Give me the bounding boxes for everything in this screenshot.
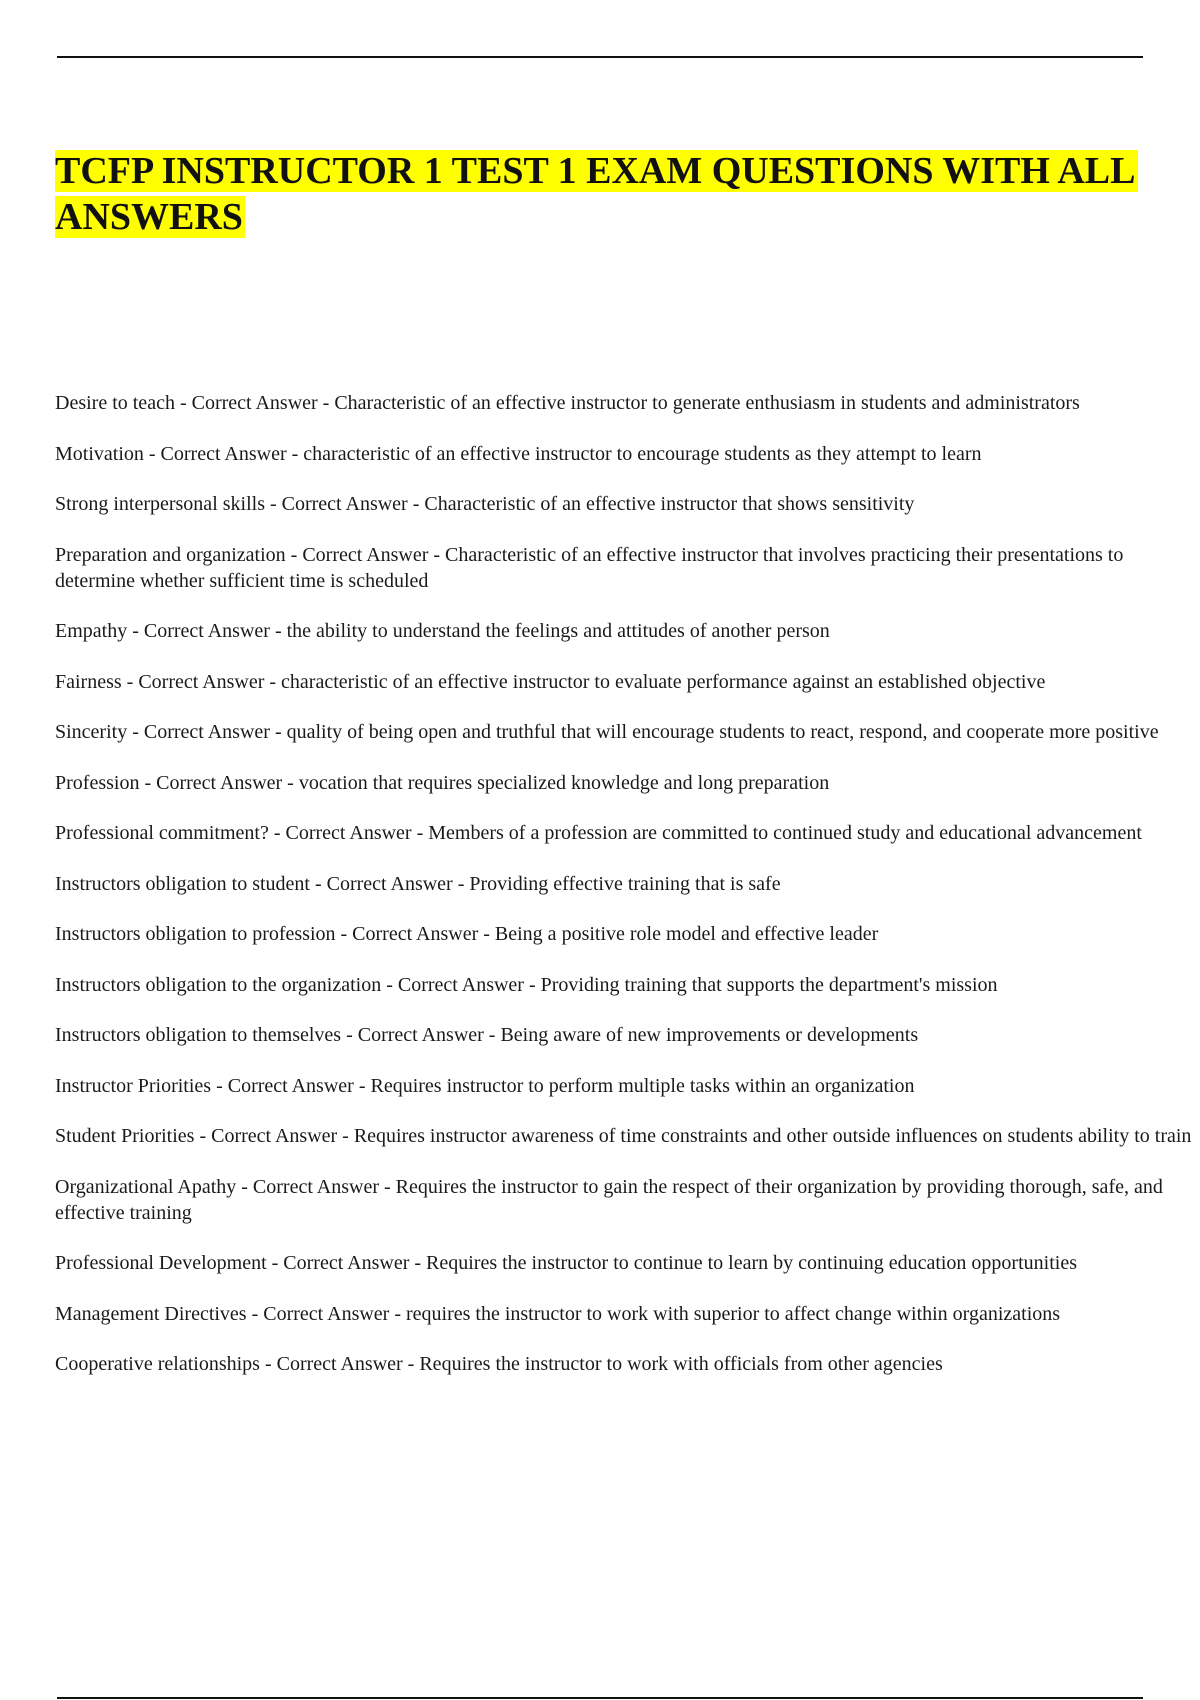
- title-line-1: TCFP INSTRUCTOR 1 TEST 1 EXAM QUESTIONS WITH ALL: [55, 150, 1136, 192]
- qa-item: Sincerity - Correct Answer - quality of being open and truthful that will encourage students to react, respond, and cooperate more positive: [55, 721, 1159, 743]
- qa-item: Organizational Apathy - Correct Answer - Requires the instructor to gain the respect of their organization by providing thorough, safe, and effective training: [55, 1175, 1163, 1224]
- qa-item: Strong interpersonal skills - Correct Answer - Characteristic of an effective instructor that shows sensitivity: [55, 493, 915, 515]
- bottom-rule: [57, 1697, 1143, 1699]
- qa-item: Profession - Correct Answer - vocation that requires specialized knowledge and long preparation: [55, 771, 830, 794]
- top-rule: [57, 56, 1143, 58]
- qa-item: Desire to teach - Correct Answer - Characteristic of an effective instructor to generate enthusiasm in students and administrators: [55, 392, 1080, 414]
- document-title: [55, 148, 1200, 240]
- qa-item: Preparation and organization - Correct Answer - Characteristic of an effective instructor that involves practicing their presentations to determine whether sufficient time is scheduled: [55, 543, 1124, 592]
- qa-item: Instructors obligation to themselves - Correct Answer - Being aware of new improvements or developments: [55, 1024, 919, 1046]
- qa-item: Instructor Priorities - Correct Answer - Requires instructor to perform multiple tasks within an organization: [55, 1074, 915, 1097]
- qa-item: Management Directives - Correct Answer - requires the instructor to work with superior to affect change within organizations: [55, 1302, 1061, 1325]
- title-line-2: ANSWERS: [55, 196, 243, 238]
- qa-item: Student Priorities - Correct Answer - Requires instructor awareness of time constraints and other outside influences on students ability to train: [55, 1125, 1192, 1147]
- qa-item: Professional Development - Correct Answer - Requires the instructor to continue to learn by continuing education opportunities: [55, 1252, 1077, 1274]
- qa-item: Cooperative relationships - Correct Answer - Requires the instructor to work with officials from other agencies: [55, 1353, 943, 1375]
- qa-item: Motivation - Correct Answer - characteristic of an effective instructor to encourage students as they attempt to learn: [55, 442, 982, 465]
- qa-item: Professional commitment? - Correct Answer - Members of a profession are committed to continued study and educational advancement: [55, 822, 1142, 844]
- qa-item: Instructors obligation to profession - Correct Answer - Being a positive role model and effective leader: [55, 923, 879, 945]
- qa-item: Instructors obligation to the organization - Correct Answer - Providing training that supports the department's mission: [55, 973, 998, 996]
- qa-item: Instructors obligation to student - Correct Answer - Providing effective training that is safe: [55, 872, 781, 895]
- qa-item: Fairness - Correct Answer - characteristic of an effective instructor to evaluate performance against an established objective: [55, 670, 1046, 693]
- question-answer-list: [55, 390, 1200, 1402]
- qa-item: Empathy - Correct Answer - the ability to understand the feelings and attitudes of another person: [55, 620, 830, 642]
